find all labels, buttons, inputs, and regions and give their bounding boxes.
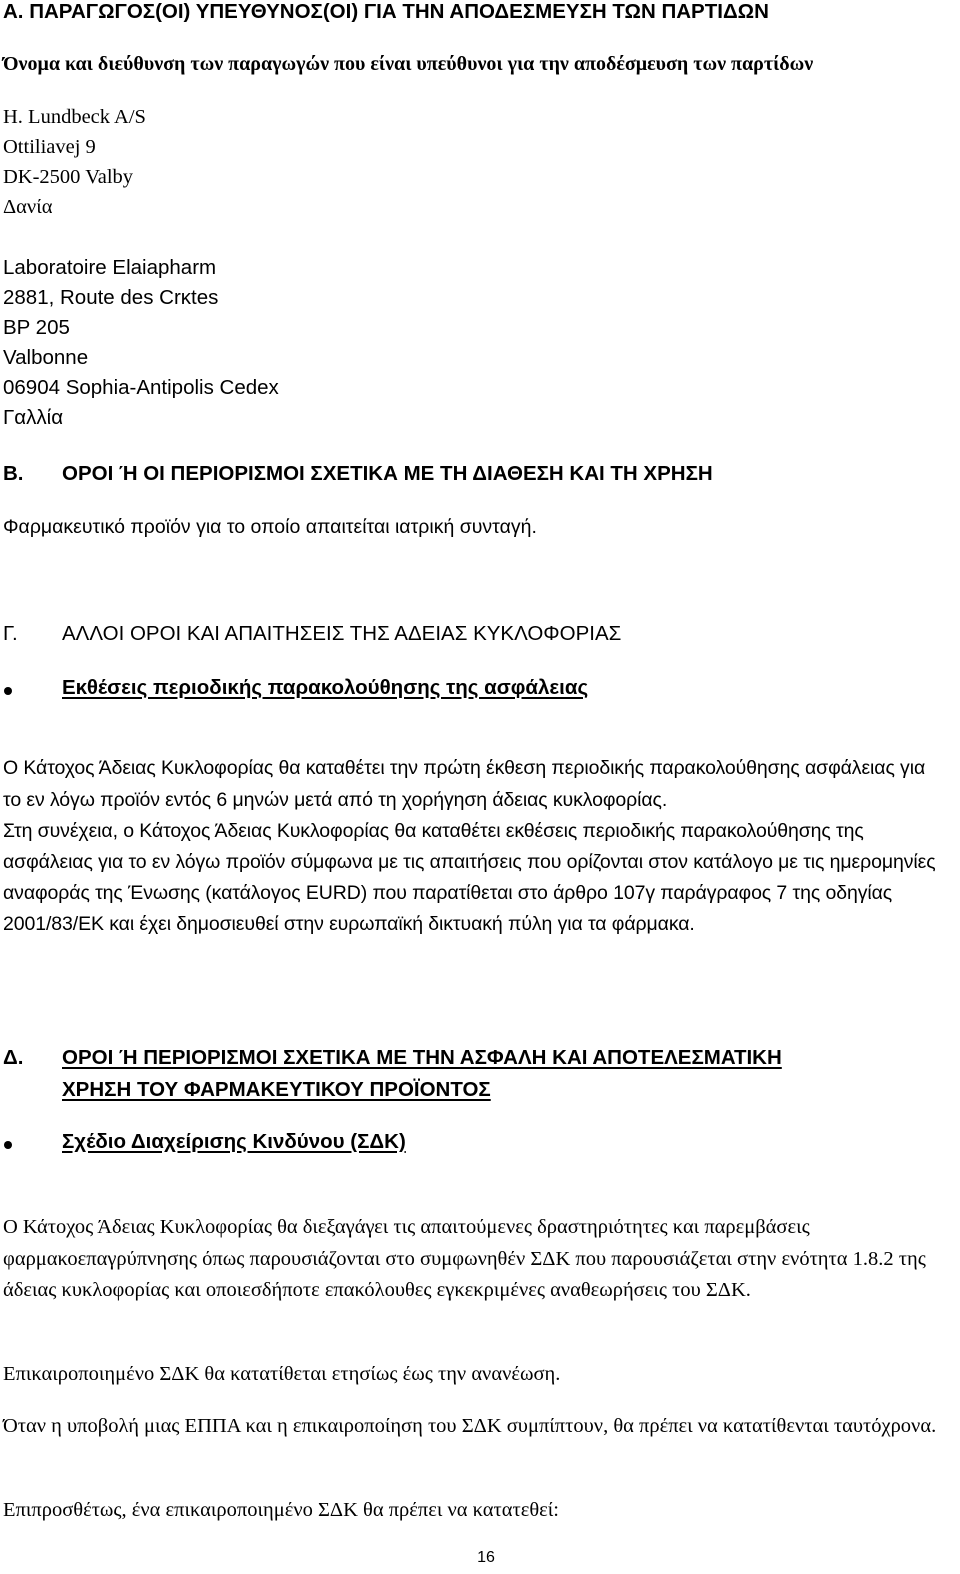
bullet-icon (4, 687, 12, 695)
section-d-heading (3, 1046, 946, 1110)
section-c-bullet (62, 676, 946, 700)
bullet-icon (4, 1141, 12, 1149)
section-d-bullet (62, 1130, 946, 1154)
address-line: Laboratoire Elaiapharm (3, 256, 217, 279)
manufacturer-1-address (3, 106, 946, 226)
section-c-label: Γ. (3, 622, 18, 645)
section-d-paragraph-4: Επιπροσθέτως, ένα επικαιροποιημένο ΣΔΚ θα πρέπει να κατατεθεί: (3, 1499, 559, 1521)
psur-heading: Εκθέσεις περιοδικής παρακολούθησης της ασφάλειας (62, 676, 589, 699)
section-d-heading-line-1 (3, 1046, 946, 1078)
address-line: Γαλλία (3, 406, 64, 429)
section-d-label: Δ. (3, 1046, 24, 1069)
section-b-title: ΟΡΟΙ Ή ΟΙ ΠΕΡΙΟΡΙΣΜΟΙ ΣΧΕΤΙΚΑ ΜΕ ΤΗ ΔΙΑΘΕΣΗ ΚΑΙ ΤΗ ΧΡΗΣΗ (62, 462, 713, 485)
section-c-paragraph-2-text: Στη συνέχεια, ο Κάτοχος Άδειας Κυκλοφορίας θα καταθέτει εκθέσεις περιοδικής παρακολούθησης της ασφάλειας για το εν λόγω προϊόν σύμφωνα με τις απαιτήσεις που ορίζονται στον κατάλογο με τις ημερομηνίες αναφοράς της Ένωσης (κατάλογος EURD) που παρατίθεται στο άρθρο 107γ παράγραφος 7 της οδηγίας 2001/83/ΕΚ και έχει δημοσιευθεί στην ευρωπαϊκή δικτυακή πύλη για τα φάρμακα. (3, 820, 936, 935)
manufacturer-2-address (3, 256, 946, 436)
address-line: H. Lundbeck A/S (3, 106, 146, 128)
rmp-heading: Σχέδιο Διαχείρισης Κινδύνου (ΣΔΚ) (62, 1130, 406, 1153)
address-line: DK-2500 Valby (3, 166, 134, 188)
section-d-heading-line-2 (3, 1078, 946, 1110)
section-a-subheading: Όνομα και διεύθυνση των παραγωγών που είναι υπεύθυνοι για την αποδέσμευση των παρτίδων (3, 53, 814, 75)
section-b-heading (3, 462, 946, 486)
address-line: Ottiliavej 9 (3, 136, 96, 158)
section-c-paragraph-1: Ο Κάτοχος Άδειας Κυκλοφορίας θα καταθέτει την πρώτη έκθεση περιοδικής παρακολούθησης ασφάλειας για το εν λόγω προϊόν εντός 6 μηνών μετά από τη χορήγηση άδειας κυκλοφορίας. (3, 757, 926, 811)
section-d-paragraph-3: Όταν η υποβολή μιας ΕΠΠΑ και η επικαιροποίηση του ΣΔΚ συμπίπτουν, θα πρέπει να κατατίθενται ταυτόχρονα. (3, 1415, 937, 1437)
section-d-paragraph-2: Επικαιροποιημένο ΣΔΚ θα κατατίθεται ετησίως έως την ανανέωση. (3, 1363, 561, 1385)
page-number: 16 (477, 1549, 495, 1566)
address-line: BP 205 (3, 316, 70, 339)
section-c-heading (3, 622, 946, 646)
section-a-heading: Α. ΠΑΡΑΓΩΓΟΣ(ΟΙ) ΥΠΕΥΘΥΝΟΣ(ΟΙ) ΓΙΑ ΤΗΝ ΑΠΟΔΕΣΜΕΥΣΗ ΤΩΝ ΠΑΡΤΙΔΩΝ (3, 0, 769, 23)
section-c-title: ΑΛΛΟΙ ΟΡΟΙ ΚΑΙ ΑΠΑΙΤΗΣΕΙΣ ΤΗΣ ΑΔΕΙΑΣ ΚΥΚΛΟΦΟΡΙΑΣ (62, 622, 622, 645)
address-line: 06904 Sophia-Antipolis Cedex (3, 376, 279, 399)
address-line: Δανία (3, 196, 53, 218)
address-line: 2881, Route des Crκtes (3, 286, 219, 309)
section-d-title-1: ΟΡΟΙ Ή ΠΕΡΙΟΡΙΣΜΟΙ ΣΧΕΤΙΚΑ ΜΕ ΤΗΝ ΑΣΦΑΛΗ ΚΑΙ ΑΠΟΤΕΛΕΣΜΑΤΙΚΗ (62, 1046, 782, 1069)
section-b-label: Β. (3, 462, 24, 485)
section-d-title-2: ΧΡΗΣΗ ΤΟΥ ΦΑΡΜΑΚΕΥΤΙΚΟΥ ΠΡΟΪΟΝΤΟΣ (62, 1078, 491, 1101)
address-line: Valbonne (3, 346, 89, 369)
section-c-paragraph-2 (3, 816, 946, 940)
section-b-text: Φαρμακευτικό προϊόν για το οποίο απαιτείται ιατρική συνταγή. (3, 516, 537, 538)
section-d-paragraph-1: Ο Κάτοχος Άδειας Κυκλοφορίας θα διεξαγάγει τις απαιτούμενες δραστηριότητες και παρεμβάσεις φαρμακοεπαγρύπνησης όπως παρουσιάζονται στο συμφωνηθέν ΣΔΚ που παρουσιάζεται στην ενότητα 1.8.2 της άδειας κυκλοφορίας και οποιεσδήποτε επακόλουθες εγκεκριμένες αναθεωρήσεις του ΣΔΚ. (3, 1216, 926, 1301)
